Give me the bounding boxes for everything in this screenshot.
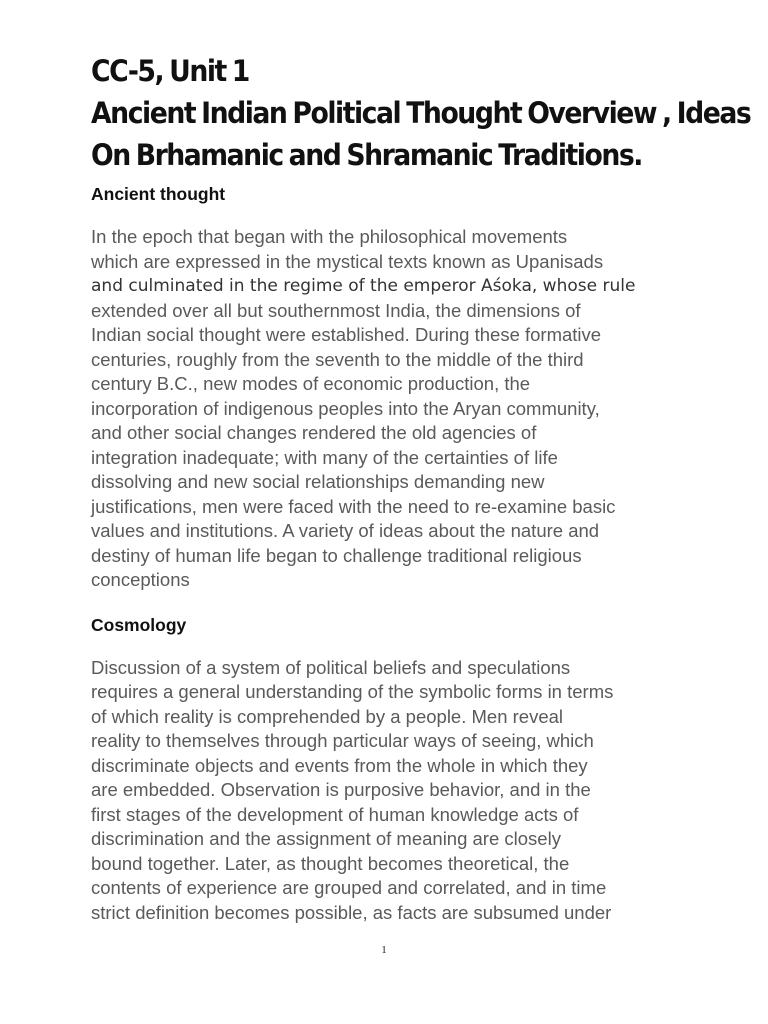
text-line: extended over all but southernmost India, the dimensions of	[91, 299, 581, 321]
title-line: On Brhamanic and Shramanic Traditions.	[91, 138, 642, 172]
text-line: first stages of the development of human knowledge acts of	[91, 803, 579, 825]
text-line: contents of experience are grouped and correlated, and in time	[91, 877, 607, 898]
text-line: are embedded. Observation is purposive behavior, and in the	[91, 779, 591, 800]
text-line: reality to themselves through particular ways of seeing, which	[91, 730, 594, 751]
section-heading-cosmology: Cosmology	[91, 614, 187, 635]
text-line: and other social changes rendered the old agencies of	[91, 422, 537, 443]
text-line: incorporation of indigenous peoples into the Aryan community,	[91, 397, 600, 419]
text-line: justifications, men were faced with the need to re-examine basic	[91, 495, 616, 517]
text-line: which are expressed in the mystical texts known as Upanisads	[91, 250, 604, 272]
document-page	[91, 50, 751, 925]
title-line: Ancient Indian Political Thought Overview , Ideas	[91, 96, 751, 130]
page-number: 1	[381, 944, 387, 956]
text-line: discrimination and the assignment of meaning are closely	[91, 828, 561, 849]
text-line: integration inadequate; with many of the certainties of life	[91, 446, 558, 468]
title-line: CC-5, Unit 1	[91, 54, 249, 88]
text-line: conceptions	[91, 569, 190, 590]
paragraph-ancient-thought	[91, 225, 691, 593]
text-line: bound together. Later, as thought becomes theoretical, the	[91, 852, 570, 874]
text-line: Discussion of a system of political beliefs and speculations	[91, 656, 571, 678]
text-line: discriminate objects and events from the whole in which they	[91, 754, 588, 776]
text-line: requires a general understanding of the symbolic forms in terms	[91, 681, 614, 702]
document-title	[91, 50, 751, 176]
text-line: strict definition becomes possible, as facts are subsumed under	[91, 901, 612, 923]
text-line: century B.C., new modes of economic production, the	[91, 373, 531, 394]
text-line: In the epoch that began with the philosophical movements	[91, 226, 568, 247]
section-heading-ancient-thought: Ancient thought	[91, 184, 226, 204]
paragraph-cosmology	[91, 656, 691, 926]
text-line: destiny of human life began to challenge traditional religious	[91, 544, 582, 566]
text-line: centuries, roughly from the seventh to the middle of the third	[91, 348, 584, 370]
text-line: Indian social thought were established. During these formative	[91, 324, 602, 345]
text-line: of which reality is comprehended by a people. Men reveal	[91, 705, 564, 727]
text-line: dissolving and new social relationships demanding new	[91, 471, 545, 492]
text-line: values and institutions. A variety of ideas about the nature and	[91, 520, 600, 541]
text-line: and culminated in the regime of the emperor Aśoka, whose rule	[91, 276, 636, 296]
